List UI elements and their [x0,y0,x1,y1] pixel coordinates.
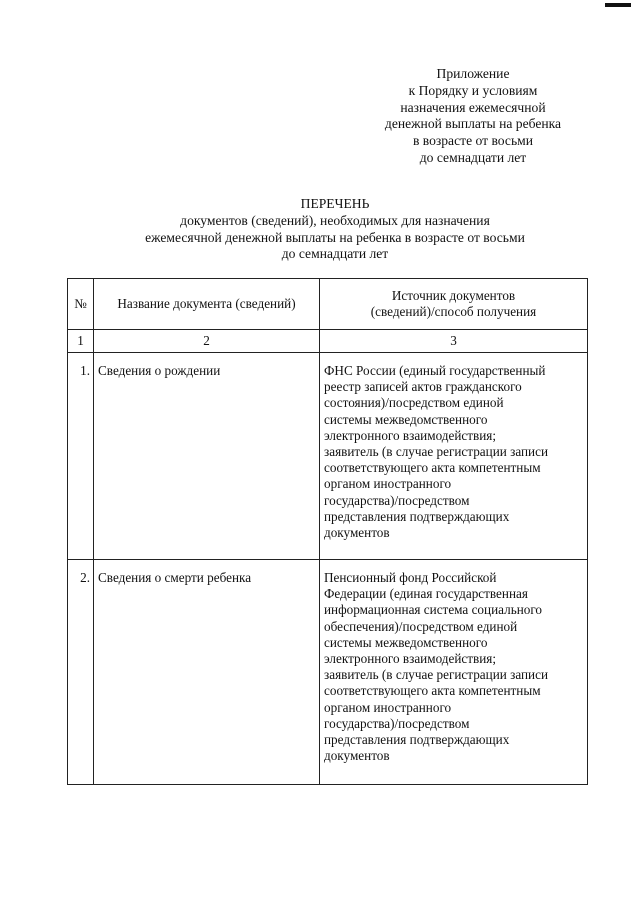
source-line: органом иностранного [324,699,452,715]
appendix-line: Приложение [436,66,510,81]
table-row [68,560,588,785]
heading-line: документов (сведений), необходимых для назначения [180,212,490,228]
source-line: органом иностранного [324,476,452,492]
column-number: 1 [68,330,94,353]
source-line: Федерации (единая государственная [324,586,528,602]
row-document-name: Сведения о рождении [94,353,320,560]
table-row [68,353,588,560]
row-source [320,353,588,560]
appendix-note [360,66,586,167]
source-line: соответствующего акта компетентным [324,683,541,699]
row-number: 2. [68,560,94,785]
source-line: документов [324,748,390,764]
source-line: Пенсионный фонд Российской [324,570,497,585]
row-number: 1. [68,353,94,560]
column-numbers-row [68,330,588,353]
column-number: 2 [94,330,320,353]
document-heading [70,196,600,263]
source-line: системы межведомственного [324,634,488,650]
document-title: ПЕРЕЧЕНЬ [300,196,370,211]
source-line: информационная система социального [324,602,543,618]
source-line: представления подтверждающих [324,508,510,524]
table-header-row [68,279,588,330]
source-line: системы межведомственного [324,411,488,427]
source-line: состояния)/посредством единой [324,395,504,411]
source-line: ФНС России (единый государственный [324,363,546,378]
header-source-line: Источник документов [391,287,516,303]
source-line: электронного взаимодействия; [324,427,497,443]
appendix-line: назначения ежемесячной [400,99,546,115]
column-number: 3 [320,330,588,353]
source-line: документов [324,525,390,541]
heading-line: ежемесячной денежной выплаты на ребенка в возрасте от восьми [145,229,525,245]
appendix-line: в возрасте от восьми [412,133,534,149]
heading-line: до семнадцати лет [281,246,389,262]
appendix-line: денежной выплаты на ребенка [384,116,562,132]
corner-scan-mark [605,3,631,7]
row-source [320,560,588,785]
header-name: Название документа (сведений) [94,279,320,330]
row-document-name: Сведения о смерти ребенка [94,560,320,785]
source-line: электронного взаимодействия; [324,651,497,667]
source-line: государства)/посредством [324,715,470,731]
header-source-line: (сведений)/способ получения [370,304,537,319]
source-line: соответствующего акта компетентным [324,460,541,476]
source-line: представления подтверждающих [324,732,510,748]
source-line: заявитель (в случае регистрации записи [324,667,549,683]
source-line: реестр записей актов гражданского [324,379,522,395]
source-line: обеспечения)/посредством единой [324,618,518,634]
source-line: заявитель (в случае регистрации записи [324,444,549,460]
documents-table [67,278,588,785]
source-line: государства)/посредством [324,492,470,508]
header-number: № [68,279,94,330]
appendix-line: до семнадцати лет [419,149,527,165]
appendix-line: к Порядку и условиям [408,82,538,98]
header-source [320,279,588,330]
